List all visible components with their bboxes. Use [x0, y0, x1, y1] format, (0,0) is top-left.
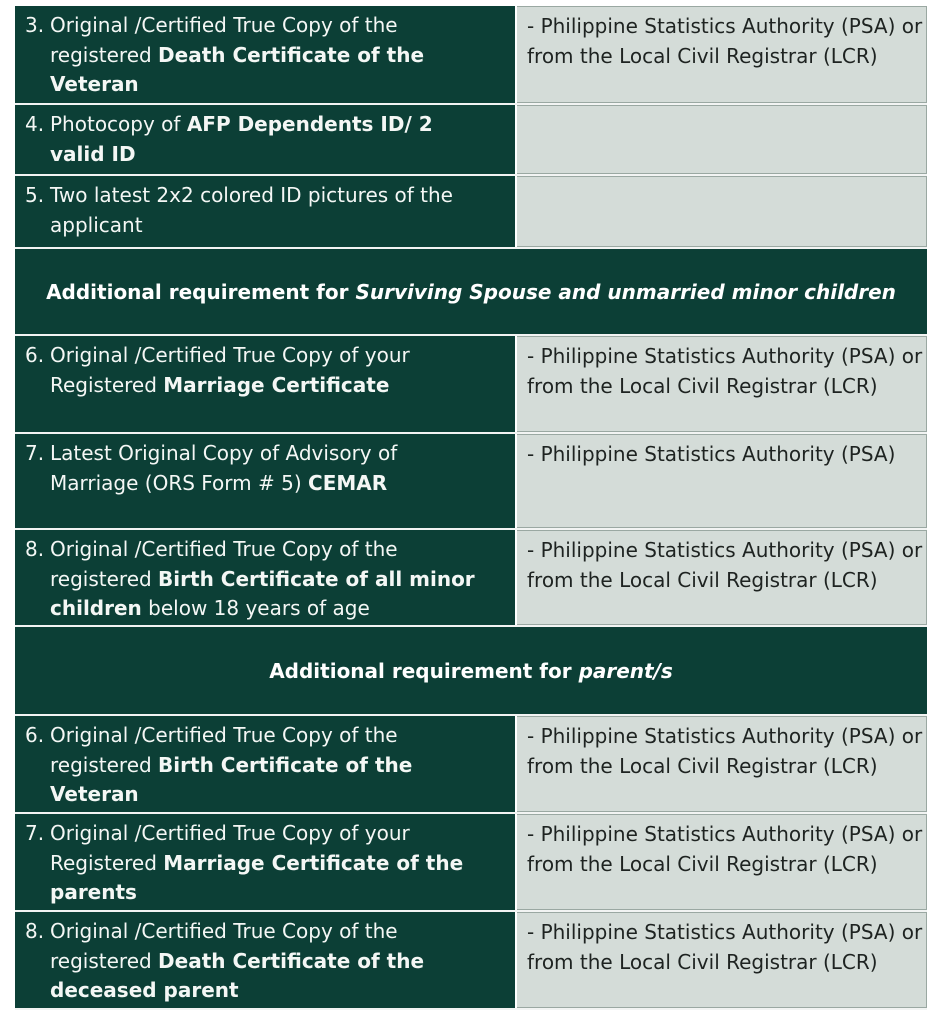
requirement-cell: [15, 530, 515, 625]
source-cell: - Philippine Statistics Authority (PSA): [517, 434, 927, 528]
item-number: 6.: [25, 723, 45, 747]
requirement-cell: [15, 105, 515, 174]
requirement-cell: [15, 6, 515, 103]
table-row: [15, 6, 927, 105]
requirement-cell: [15, 814, 515, 910]
source-cell: [517, 176, 927, 247]
requirement-cell: [15, 716, 515, 812]
table-row: [15, 530, 927, 627]
requirement-text: Latest Original Copy of Advisory of Marriage (ORS Form # 5) CEMAR: [50, 441, 398, 495]
requirement-cell: [15, 336, 515, 432]
requirement-cell: [15, 434, 515, 528]
source-cell: - Philippine Statistics Authority (PSA) or from the Local Civil Registrar (LCR): [517, 912, 927, 1008]
requirement-text: Photocopy of AFP Dependents ID/ 2 valid ID: [50, 112, 433, 166]
source-cell: - Philippine Statistics Authority (PSA) or from the Local Civil Registrar (LCR): [517, 716, 927, 812]
table-row: [15, 176, 927, 249]
source-cell: - Philippine Statistics Authority (PSA) or from the Local Civil Registrar (LCR): [517, 814, 927, 910]
table-row: [15, 336, 927, 434]
item-number: 6.: [25, 343, 45, 367]
section-header-parents: Additional requirement for parent/s: [15, 627, 927, 716]
item-number: 8.: [25, 919, 45, 943]
requirement-text: Two latest 2x2 colored ID pictures of the applicant: [50, 183, 453, 237]
requirement-cell: [15, 912, 515, 1008]
requirement-text: Original /Certified True Copy of the registered Death Certificate of the Veteran: [50, 13, 425, 96]
item-number: 7.: [25, 441, 45, 465]
table-row: [15, 912, 927, 1010]
table-row: [15, 105, 927, 176]
source-cell: [517, 105, 927, 174]
table-row: [15, 434, 927, 530]
requirement-text: Original /Certified True Copy of the registered Birth Certificate of all minor children below 18 years of age: [50, 537, 475, 620]
item-number: 3.: [25, 13, 45, 37]
source-cell: - Philippine Statistics Authority (PSA) or from the Local Civil Registrar (LCR): [517, 6, 927, 103]
item-number: 5.: [25, 183, 45, 207]
table-row: [15, 814, 927, 912]
source-cell: - Philippine Statistics Authority (PSA) or from the Local Civil Registrar (LCR): [517, 336, 927, 432]
item-number: 7.: [25, 821, 45, 845]
table-row: [15, 716, 927, 814]
requirement-text: Original /Certified True Copy of your Registered Marriage Certificate: [50, 343, 410, 397]
item-number: 8.: [25, 537, 45, 561]
item-number: 4.: [25, 112, 45, 136]
section-header-spouse: Additional requirement for Surviving Spouse and unmarried minor children: [15, 249, 927, 336]
requirement-cell: [15, 176, 515, 247]
source-cell: - Philippine Statistics Authority (PSA) or from the Local Civil Registrar (LCR): [517, 530, 927, 625]
requirement-text: Original /Certified True Copy of your Registered Marriage Certificate of the parents: [50, 821, 464, 904]
requirements-table: [15, 6, 927, 1010]
requirement-text: Original /Certified True Copy of the registered Birth Certificate of the Veteran: [50, 723, 413, 806]
requirement-text: Original /Certified True Copy of the registered Death Certificate of the deceased parent: [50, 919, 425, 1002]
